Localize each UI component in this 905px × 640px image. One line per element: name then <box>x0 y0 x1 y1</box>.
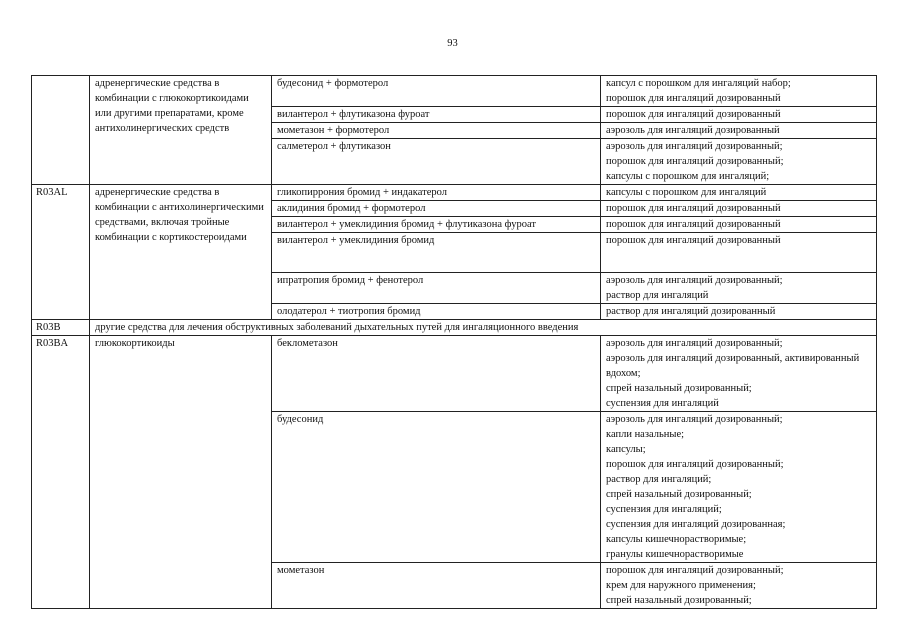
dosage-form: суспензия для ингаляций дозированная; <box>606 519 786 530</box>
drug-name-cell: салметерол + флутиказон <box>272 139 601 185</box>
dosage-form: аэрозоль для ингаляций дозированный; <box>606 414 783 425</box>
drug-name-cell: гликопиррония бромид + индакатерол <box>272 185 601 201</box>
dosage-form: гранулы кишечнорастворимые <box>606 549 744 560</box>
dosage-form: раствор для ингаляций дозированный <box>606 306 776 317</box>
atc-code-cell: R03B <box>32 320 90 336</box>
dosage-form: порошок для ингаляций дозированный <box>606 219 781 230</box>
dosage-forms-cell <box>601 336 877 412</box>
dosage-forms-cell <box>601 185 877 201</box>
dosage-form: аэрозоль для ингаляций дозированный <box>606 125 780 136</box>
dosage-form: суспензия для ингаляций <box>606 398 719 409</box>
drug-classification-table <box>31 75 877 609</box>
dosage-form: капли назальные; <box>606 429 685 440</box>
dosage-form: раствор для ингаляций; <box>606 474 712 485</box>
dosage-forms-cell <box>601 412 877 563</box>
dosage-form: спрей назальный дозированный; <box>606 489 752 500</box>
dosage-form: крем для наружного применения; <box>606 580 756 591</box>
group-name-cell: другие средства для лечения обструктивных заболеваний дыхательных путей для ингаляционного введения <box>90 320 877 336</box>
dosage-forms-cell <box>601 139 877 185</box>
dosage-form: порошок для ингаляций дозированный <box>606 109 781 120</box>
drug-name-cell: ипратропия бромид + фенотерол <box>272 273 601 304</box>
group-name-cell: глюкокортикоиды <box>90 336 272 609</box>
drug-name-cell: вилантерол + умеклидиния бромид <box>272 233 601 273</box>
dosage-form: аэрозоль для ингаляций дозированный; <box>606 338 783 349</box>
dosage-forms-cell <box>601 233 877 273</box>
dosage-form: спрей назальный дозированный; <box>606 383 752 394</box>
table-row <box>32 336 877 412</box>
dosage-form: порошок для ингаляций дозированный <box>606 93 781 104</box>
drug-name-cell: олодатерол + тиотропия бромид <box>272 304 601 320</box>
group-name-cell: адренергические средства в комбинации с глюкокортикоидами или другими препаратами, кроме антихолинергических средств <box>90 76 272 185</box>
dosage-form: суспензия для ингаляций; <box>606 504 722 515</box>
atc-code-cell: R03AL <box>32 185 90 320</box>
drug-name-cell: мометазон <box>272 563 601 609</box>
dosage-forms-cell <box>601 123 877 139</box>
table-row <box>32 320 877 336</box>
dosage-form: порошок для ингаляций дозированный; <box>606 459 784 470</box>
dosage-form: капсулы с порошком для ингаляций; <box>606 171 770 182</box>
dosage-form: порошок для ингаляций дозированный <box>606 203 781 214</box>
table-row <box>32 76 877 107</box>
atc-code-cell <box>32 76 90 185</box>
group-name-cell: адренергические средства в комбинации с антихолинергическими средствами, включая тройные комбинации с кортикостероидами <box>90 185 272 320</box>
dosage-forms-cell <box>601 273 877 304</box>
table-row <box>32 185 877 201</box>
dosage-form: спрей назальный дозированный; <box>606 595 752 606</box>
dosage-forms-cell <box>601 201 877 217</box>
drug-name-cell: аклидиния бромид + формотерол <box>272 201 601 217</box>
dosage-form: порошок для ингаляций дозированный; <box>606 565 784 576</box>
dosage-form: аэрозоль для ингаляций дозированный, активированный вдохом; <box>606 353 860 379</box>
drug-name-cell: вилантерол + умеклидиния бромид + флутиказона фуроат <box>272 217 601 233</box>
dosage-form: раствор для ингаляций <box>606 290 709 301</box>
dosage-forms-cell <box>601 563 877 609</box>
atc-code-cell: R03BA <box>32 336 90 609</box>
page-number: 93 <box>447 38 458 49</box>
dosage-form: капсулы с порошком для ингаляций <box>606 187 767 198</box>
drug-name-cell: будесонид + формотерол <box>272 76 601 107</box>
dosage-forms-cell <box>601 76 877 107</box>
drug-name-cell: беклометазон <box>272 336 601 412</box>
dosage-forms-cell <box>601 217 877 233</box>
dosage-form: порошок для ингаляций дозированный <box>606 235 781 246</box>
dosage-form: капсул с порошком для ингаляций набор; <box>606 78 791 89</box>
dosage-form: капсулы; <box>606 444 646 455</box>
drug-name-cell: будесонид <box>272 412 601 563</box>
drug-name-cell: вилантерол + флутиказона фуроат <box>272 107 601 123</box>
dosage-form: аэрозоль для ингаляций дозированный; <box>606 141 783 152</box>
dosage-forms-cell <box>601 304 877 320</box>
dosage-form: порошок для ингаляций дозированный; <box>606 156 784 167</box>
dosage-form: аэрозоль для ингаляций дозированный; <box>606 275 783 286</box>
dosage-forms-cell <box>601 107 877 123</box>
drug-name-cell: мометазон + формотерол <box>272 123 601 139</box>
dosage-form: капсулы кишечнорастворимые; <box>606 534 747 545</box>
